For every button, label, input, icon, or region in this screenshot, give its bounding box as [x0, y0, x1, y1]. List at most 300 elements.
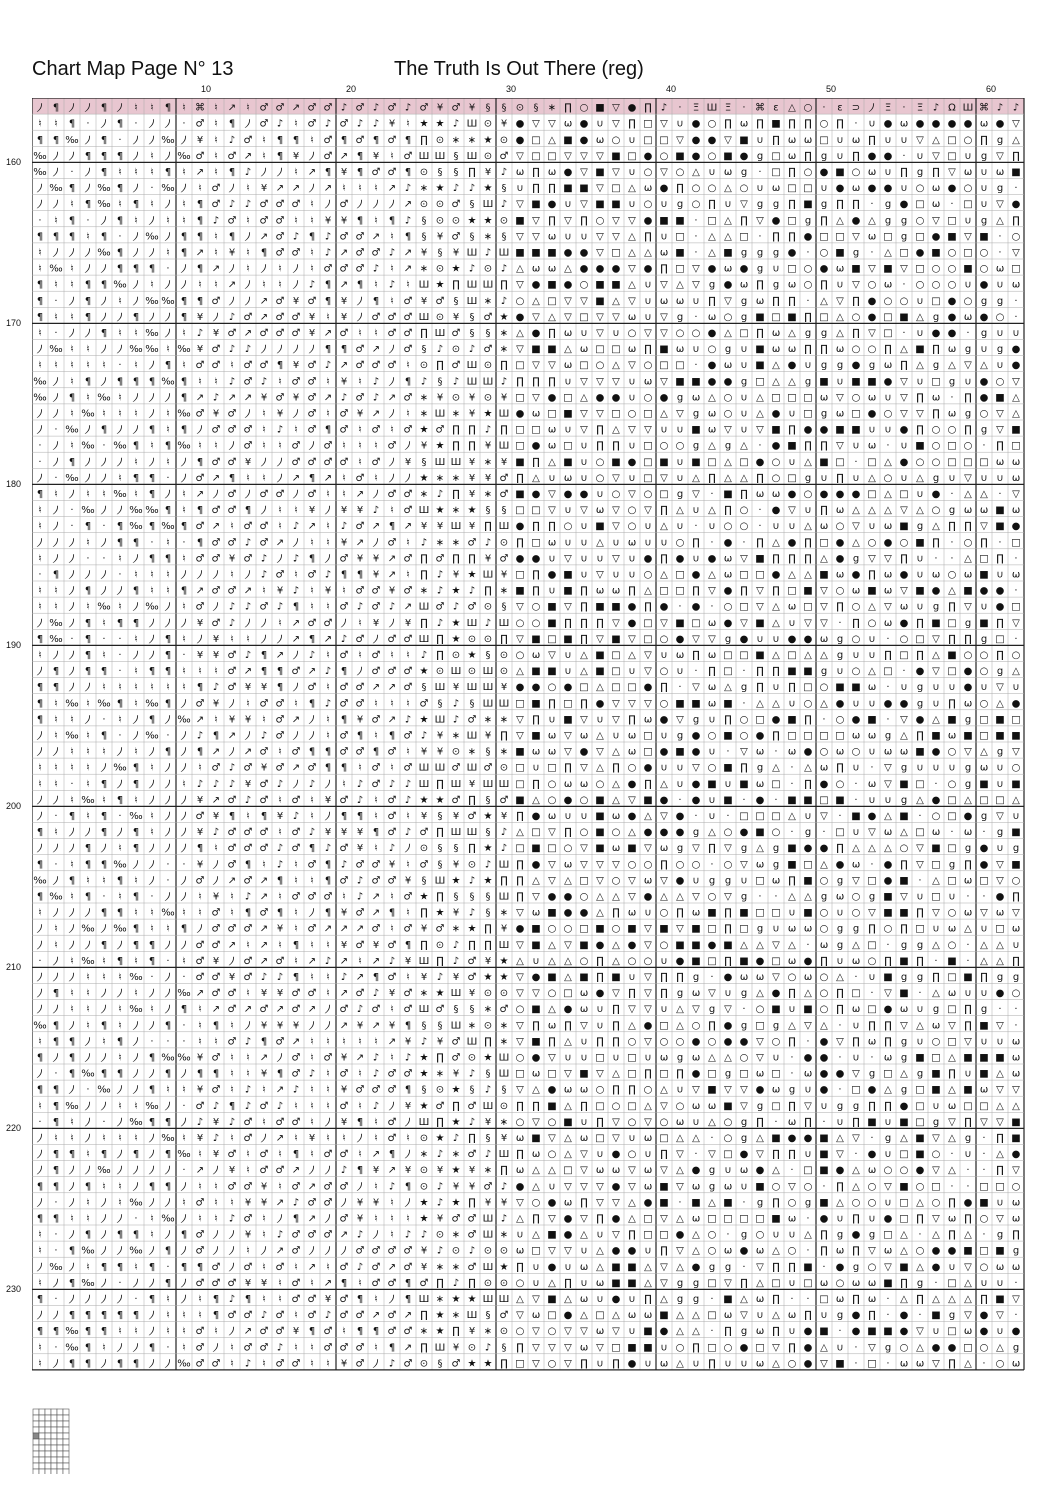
stitch-symbol: ⊙ [500, 537, 508, 548]
stitch-symbol: ● [692, 1165, 701, 1176]
stitch-symbol: ∏ [740, 489, 748, 500]
stitch-symbol: ∪ [900, 441, 907, 452]
stitch-symbol: ● [740, 827, 749, 838]
stitch-symbol: ● [692, 602, 701, 613]
stitch-symbol: ∪ [916, 602, 923, 613]
stitch-symbol: ♂ [340, 1069, 349, 1080]
stitch-symbol: ♮ [278, 376, 282, 387]
stitch-symbol: ω [964, 698, 972, 709]
stitch-symbol: □ [899, 1149, 908, 1160]
stitch-symbol: · [38, 441, 41, 452]
stitch-symbol: § [502, 183, 507, 194]
stitch-symbol: ♂ [244, 956, 253, 967]
stitch-symbol: · [758, 167, 761, 178]
stitch-symbol: ∏ [756, 682, 764, 693]
stitch-symbol: △ [804, 569, 812, 580]
stitch-symbol: ω [868, 730, 876, 741]
stitch-symbol: ∏ [660, 553, 668, 564]
stitch-symbol: ○ [676, 1036, 685, 1047]
stitch-symbol: ♪ [341, 972, 347, 983]
stitch-symbol: ○ [708, 1246, 717, 1257]
stitch-symbol: ▽ [564, 1358, 572, 1369]
stitch-symbol: ⊙ [484, 1246, 492, 1257]
stitch-symbol: ¶ [69, 875, 75, 886]
stitch-symbol: ¶ [389, 1342, 395, 1353]
stitch-symbol: g [725, 1069, 731, 1080]
stitch-symbol: ■ [947, 650, 956, 661]
stitch-symbol: ♪ [245, 344, 251, 355]
stitch-symbol: ♮ [134, 747, 138, 758]
stitch-symbol: ∪ [660, 730, 667, 741]
stitch-symbol: ♂ [356, 135, 365, 146]
stitch-symbol: · [742, 795, 745, 806]
stitch-symbol: △ [788, 376, 796, 387]
stitch-symbol: g [757, 1101, 763, 1112]
stitch-symbol: ▽ [548, 875, 556, 886]
stitch-symbol: ∏ [916, 392, 924, 403]
stitch-symbol: □ [659, 586, 668, 597]
stitch-symbol: ■ [547, 618, 556, 629]
stitch-symbol: ♂ [468, 811, 477, 822]
stitch-symbol: □ [819, 730, 828, 741]
stitch-symbol: ∏ [900, 924, 908, 935]
stitch-symbol: ■ [675, 151, 684, 162]
stitch-symbol: ¥ [453, 972, 459, 983]
stitch-symbol: ⵰ [213, 1230, 219, 1241]
stitch-symbol: □ [659, 1133, 668, 1144]
stitch-symbol: ↗ [276, 1246, 284, 1257]
stitch-symbol: ♮ [230, 1197, 234, 1208]
stitch-symbol: ■ [579, 940, 588, 951]
stitch-symbol: ↗ [356, 489, 364, 500]
stitch-symbol: ♮ [278, 1294, 282, 1305]
stitch-symbol: ♮ [70, 1133, 74, 1144]
stitch-symbol: △ [964, 1230, 972, 1241]
stitch-symbol: Ш [419, 1294, 430, 1305]
stitch-symbol: ♂ [452, 1052, 461, 1063]
stitch-symbol: ♂ [388, 827, 397, 838]
stitch-symbol: ∏ [836, 988, 844, 999]
stitch-symbol: ⵰ [229, 183, 235, 194]
stitch-symbol: ♂ [340, 1342, 349, 1353]
stitch-symbol: ∏ [884, 344, 892, 355]
stitch-symbol: ♂ [388, 360, 397, 371]
stitch-symbol: ♮ [182, 602, 186, 613]
stitch-symbol: ⵰ [149, 360, 155, 371]
stitch-symbol: ∪ [788, 1230, 795, 1241]
stitch-symbol: △ [548, 135, 556, 146]
stitch-symbol: ω [772, 328, 780, 339]
stitch-symbol: ∏ [548, 521, 556, 532]
stitch-symbol: ∏ [740, 215, 748, 226]
stitch-symbol: ⵰ [53, 537, 59, 548]
stitch-symbol: ● [900, 1310, 909, 1321]
stitch-symbol: ω [660, 1052, 668, 1063]
stitch-symbol: ↗ [308, 1213, 316, 1224]
stitch-symbol: ♂ [404, 312, 413, 323]
stitch-symbol: ○ [804, 1181, 813, 1192]
stitch-symbol: ■ [835, 682, 844, 693]
stitch-symbol: ω [1012, 457, 1020, 468]
stitch-symbol: ■ [915, 1133, 924, 1144]
stitch-symbol: ▽ [804, 1020, 812, 1031]
stitch-symbol: · [886, 1310, 889, 1321]
stitch-symbol: ⵰ [149, 988, 155, 999]
stitch-symbol: ▽ [516, 634, 524, 645]
stitch-symbol: ∪ [836, 956, 843, 967]
stitch-symbol: ● [740, 151, 749, 162]
stitch-symbol: ♮ [118, 392, 122, 403]
stitch-symbol: g [869, 891, 875, 902]
stitch-symbol: ○ [820, 247, 829, 258]
stitch-symbol: ∪ [884, 425, 891, 436]
stitch-symbol: ∪ [532, 1262, 539, 1273]
stitch-symbol: ○ [548, 779, 557, 790]
stitch-symbol: Ш [499, 1052, 510, 1063]
stitch-symbol: □ [707, 956, 716, 967]
stitch-symbol: ∏ [468, 795, 476, 806]
stitch-symbol: □ [595, 1133, 604, 1144]
stitch-symbol: ⵰ [101, 1101, 107, 1112]
stitch-symbol: ♂ [244, 553, 253, 564]
stitch-symbol: ♮ [374, 698, 378, 709]
stitch-symbol: ¶ [165, 1278, 171, 1289]
stitch-symbol: ● [644, 1197, 653, 1208]
stitch-symbol: ♪ [277, 425, 283, 436]
stitch-symbol: ⵰ [165, 714, 171, 725]
stitch-symbol: ♮ [166, 215, 170, 226]
stitch-symbol: △ [676, 1165, 684, 1176]
stitch-symbol: ♂ [308, 618, 317, 629]
stitch-symbol: ♮ [166, 1310, 170, 1321]
stitch-symbol: ∏ [692, 1342, 700, 1353]
stitch-symbol: ▽ [564, 747, 572, 758]
stitch-symbol: ¶ [101, 1262, 107, 1273]
stitch-symbol: ⵰ [213, 569, 219, 580]
stitch-symbol: ∏ [868, 569, 876, 580]
stitch-symbol: ♮ [294, 569, 298, 580]
stitch-symbol: ♮ [262, 151, 266, 162]
stitch-symbol: ● [804, 425, 813, 436]
stitch-symbol: ¶ [53, 569, 59, 580]
stitch-symbol: ● [564, 891, 573, 902]
stitch-symbol: ♂ [388, 135, 397, 146]
stitch-symbol: ▽ [1012, 618, 1020, 629]
stitch-symbol: ω [532, 747, 540, 758]
stitch-symbol: ♮ [198, 376, 202, 387]
stitch-symbol: ▽ [740, 618, 748, 629]
stitch-symbol: ‰ [113, 859, 126, 870]
stitch-symbol: ω [548, 1020, 556, 1031]
stitch-symbol: ω [564, 328, 572, 339]
stitch-symbol: · [1014, 634, 1017, 645]
stitch-symbol: ∏ [788, 296, 796, 307]
stitch-symbol: ★ [420, 1069, 429, 1080]
stitch-symbol: ⵰ [101, 215, 107, 226]
stitch-symbol: ∏ [916, 618, 924, 629]
stitch-symbol: g [981, 634, 987, 645]
stitch-symbol: ★ [452, 634, 461, 645]
stitch-symbol: g [853, 247, 859, 258]
stitch-symbol: ⵰ [181, 457, 187, 468]
stitch-symbol: ♂ [468, 537, 477, 548]
stitch-symbol: ○ [548, 1358, 557, 1369]
stitch-symbol: ♪ [341, 634, 347, 645]
stitch-symbol: ‰ [81, 924, 94, 935]
stitch-symbol: ● [996, 988, 1005, 999]
stitch-symbol: ■ [611, 151, 620, 162]
stitch-symbol: ♂ [356, 103, 365, 114]
stitch-symbol: ♪ [437, 1197, 443, 1208]
stitch-symbol: ⵰ [213, 859, 219, 870]
stitch-symbol: · [694, 811, 697, 822]
stitch-symbol: ■ [595, 795, 604, 806]
stitch-symbol: ⵰ [181, 843, 187, 854]
stitch-symbol: ♪ [437, 1246, 443, 1257]
stitch-symbol: ω [628, 747, 636, 758]
stitch-symbol: ∏ [708, 473, 716, 484]
stitch-symbol: ε [773, 103, 778, 114]
stitch-symbol: ¶ [341, 569, 347, 580]
stitch-symbol: · [934, 779, 937, 790]
stitch-symbol: □ [675, 586, 684, 597]
stitch-symbol: ♂ [228, 1036, 237, 1047]
stitch-symbol: ¥ [245, 1230, 251, 1241]
stitch-symbol: ♪ [309, 779, 315, 790]
stitch-symbol: ♮ [246, 215, 250, 226]
stitch-symbol: ⵰ [181, 730, 187, 741]
stitch-symbol: ¶ [69, 392, 75, 403]
stitch-symbol: □ [915, 199, 924, 210]
stitch-symbol: ■ [979, 231, 988, 242]
stitch-symbol: · [806, 247, 809, 258]
stitch-symbol: ● [932, 489, 941, 500]
stitch-symbol: ↗ [276, 1085, 284, 1096]
stitch-symbol: ▽ [516, 1310, 524, 1321]
stitch-symbol: ♮ [54, 1133, 58, 1144]
stitch-symbol: ■ [899, 988, 908, 999]
stitch-symbol: ⵰ [133, 183, 139, 194]
stitch-symbol: ⊙ [500, 1246, 508, 1257]
stitch-symbol: ¥ [453, 1181, 459, 1192]
stitch-symbol: ⵰ [325, 199, 331, 210]
stitch-symbol: · [918, 1230, 921, 1241]
row-label: 220 [6, 1123, 21, 1133]
stitch-symbol: ♮ [86, 1213, 90, 1224]
stitch-symbol: ■ [579, 1069, 588, 1080]
stitch-symbol: g [885, 1133, 891, 1144]
stitch-symbol: ♪ [389, 956, 395, 967]
stitch-symbol: ● [756, 457, 765, 468]
stitch-symbol: ♮ [310, 1117, 314, 1128]
stitch-symbol: ▽ [836, 392, 844, 403]
stitch-symbol: ∪ [628, 167, 635, 178]
stitch-symbol: ○ [644, 859, 653, 870]
stitch-symbol: ω [868, 1165, 876, 1176]
stitch-symbol: ∏ [836, 119, 844, 130]
stitch-symbol: ¥ [325, 827, 331, 838]
stitch-symbol: ♮ [166, 1326, 170, 1337]
stitch-symbol: g [917, 940, 923, 951]
stitch-symbol: ▽ [580, 376, 588, 387]
stitch-symbol: ♮ [374, 1342, 378, 1353]
stitch-symbol: ♮ [166, 457, 170, 468]
stitch-symbol: ♪ [277, 859, 283, 870]
stitch-symbol: □ [931, 296, 940, 307]
stitch-symbol: ♂ [196, 1246, 205, 1257]
stitch-symbol: ♮ [166, 537, 170, 548]
stitch-symbol: ¶ [117, 1262, 123, 1273]
stitch-symbol: ♮ [86, 972, 90, 983]
stitch-symbol: ∪ [996, 569, 1003, 580]
stitch-symbol: ∏ [852, 1036, 860, 1047]
stitch-symbol: § [438, 167, 443, 178]
stitch-symbol: ♪ [469, 264, 475, 275]
stitch-symbol: ∏ [500, 1165, 508, 1176]
stitch-symbol: □ [723, 1149, 732, 1160]
stitch-symbol: ● [644, 215, 653, 226]
stitch-symbol: ○ [548, 1117, 557, 1128]
stitch-symbol: ¶ [309, 231, 315, 242]
stitch-symbol: ∏ [644, 103, 652, 114]
stitch-symbol: ω [852, 135, 860, 146]
stitch-symbol: ♮ [118, 553, 122, 564]
stitch-symbol: Ш [483, 698, 494, 709]
stitch-symbol: ♮ [406, 1133, 410, 1144]
stitch-symbol: □ [755, 1342, 764, 1353]
stitch-symbol: ↗ [196, 489, 204, 500]
stitch-symbol: ♮ [198, 1294, 202, 1305]
stitch-symbol: ♮ [54, 489, 58, 500]
stitch-symbol: ∪ [580, 1036, 587, 1047]
stitch-symbol: g [821, 360, 827, 371]
stitch-symbol: ω [772, 1085, 780, 1096]
stitch-symbol: ⊙ [452, 392, 460, 403]
stitch-symbol: ‰ [97, 247, 110, 258]
stitch-symbol: ∏ [580, 618, 588, 629]
stitch-symbol: ∏ [644, 779, 652, 790]
stitch-symbol: ▽ [660, 119, 668, 130]
stitch-symbol: ∏ [724, 908, 732, 919]
stitch-symbol: ■ [531, 698, 540, 709]
stitch-symbol: ∏ [436, 360, 444, 371]
stitch-symbol: ⵰ [149, 859, 155, 870]
stitch-symbol: ▽ [708, 586, 716, 597]
stitch-symbol: ♪ [293, 811, 299, 822]
stitch-symbol: ♂ [244, 1181, 253, 1192]
stitch-symbol: ♂ [404, 1004, 413, 1015]
row-label: 170 [6, 318, 21, 328]
stitch-symbol: ∪ [580, 1246, 587, 1257]
stitch-symbol: ↗ [372, 344, 380, 355]
stitch-symbol: ♮ [118, 328, 122, 339]
stitch-symbol: ⵰ [261, 167, 267, 178]
stitch-symbol: ▽ [676, 714, 684, 725]
stitch-symbol: ○ [644, 569, 653, 580]
stitch-symbol: ○ [964, 183, 973, 194]
stitch-symbol: ⵰ [149, 1069, 155, 1080]
stitch-symbol: ¶ [293, 1213, 299, 1224]
stitch-symbol: ■ [579, 972, 588, 983]
stitch-symbol: ‰ [177, 714, 190, 725]
stitch-symbol: ● [932, 231, 941, 242]
stitch-symbol: · [694, 215, 697, 226]
stitch-symbol: ∪ [628, 569, 635, 580]
stitch-symbol: ⵰ [149, 747, 155, 758]
stitch-symbol: ○ [820, 875, 829, 886]
stitch-symbol: ¶ [245, 908, 251, 919]
stitch-symbol: ■ [675, 247, 684, 258]
stitch-symbol: ⵰ [405, 441, 411, 452]
stitch-symbol: ∏ [420, 328, 428, 339]
stitch-symbol: ○ [612, 135, 621, 146]
stitch-symbol: · [710, 972, 713, 983]
stitch-symbol: △ [756, 940, 764, 951]
stitch-symbol: ■ [995, 1294, 1004, 1305]
stitch-symbol: ○ [660, 1117, 669, 1128]
stitch-symbol: ○ [740, 1052, 749, 1063]
stitch-symbol: ■ [547, 247, 556, 258]
stitch-symbol: ♮ [358, 618, 362, 629]
stitch-symbol: ↗ [244, 1326, 252, 1337]
stitch-symbol: ♮ [374, 280, 378, 291]
stitch-symbol: ⵰ [37, 1262, 43, 1273]
stitch-symbol: ▽ [580, 1165, 588, 1176]
stitch-symbol: ⵰ [69, 1262, 75, 1273]
stitch-symbol: ⊙ [436, 215, 444, 226]
stitch-symbol: ♂ [244, 360, 253, 371]
stitch-symbol: ¶ [165, 1069, 171, 1080]
stitch-symbol: ● [884, 1213, 893, 1224]
stitch-symbol: ▽ [756, 1036, 764, 1047]
stitch-symbol: ⊙ [452, 344, 460, 355]
stitch-symbol: ○ [852, 392, 861, 403]
stitch-symbol: □ [563, 441, 572, 452]
stitch-symbol: ∏ [596, 972, 604, 983]
stitch-symbol: ∗ [484, 714, 492, 725]
stitch-symbol: ■ [899, 1262, 908, 1273]
stitch-symbol: ¥ [469, 988, 475, 999]
stitch-symbol: ∪ [644, 537, 651, 548]
stitch-symbol: □ [515, 392, 524, 403]
stitch-symbol: · [870, 1052, 873, 1063]
stitch-symbol: ♪ [405, 215, 411, 226]
stitch-symbol: ♪ [453, 119, 459, 130]
stitch-symbol: △ [996, 1069, 1004, 1080]
stitch-symbol: ω [580, 1262, 588, 1273]
stitch-symbol: ● [836, 1165, 845, 1176]
stitch-symbol: ■ [531, 1133, 540, 1144]
stitch-symbol: ⊙ [420, 360, 428, 371]
stitch-symbol: ● [948, 1246, 957, 1257]
stitch-symbol: · [742, 103, 745, 114]
stitch-symbol: ♮ [310, 875, 314, 886]
stitch-symbol: ■ [643, 795, 652, 806]
stitch-symbol: ∪ [580, 231, 587, 242]
stitch-symbol: ○ [660, 151, 669, 162]
stitch-symbol: △ [564, 1294, 572, 1305]
stitch-symbol: ♂ [452, 1036, 461, 1047]
stitch-symbol: ▽ [788, 505, 796, 516]
stitch-symbol: · [102, 891, 105, 902]
stitch-symbol: ♂ [276, 698, 285, 709]
stitch-symbol: ¥ [405, 1101, 411, 1112]
stitch-symbol: ¶ [197, 843, 203, 854]
stitch-symbol: ▽ [964, 473, 972, 484]
stitch-symbol: ω [708, 618, 716, 629]
stitch-symbol: ■ [1011, 827, 1020, 838]
stitch-symbol: ● [580, 489, 589, 500]
